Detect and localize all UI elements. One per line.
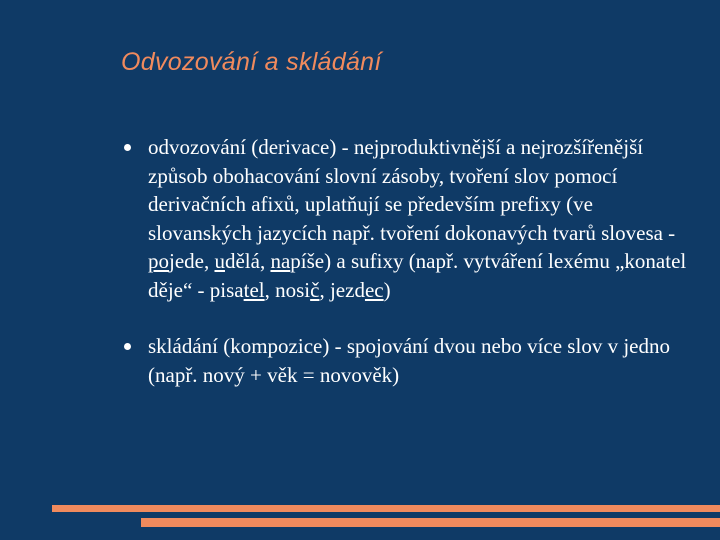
slide-title: Odvozování a skládání bbox=[121, 48, 382, 76]
bullet-list bbox=[124, 133, 699, 417]
bullet-text: ) bbox=[383, 277, 391, 302]
bullet-term: odvozování (derivace) bbox=[148, 135, 337, 159]
underlined-affix: po bbox=[148, 249, 169, 273]
bullet-text: - spojování dvou nebo více slov v jedno (např. nový + věk = novověk) bbox=[148, 334, 670, 387]
underlined-affix: ec bbox=[364, 277, 384, 302]
decorative-rule-thick bbox=[141, 518, 720, 527]
bullet-dot-icon bbox=[124, 343, 131, 350]
underlined-affix: tel bbox=[243, 277, 265, 302]
underlined-affix: na bbox=[270, 249, 291, 273]
bullet-item-kompozice bbox=[124, 332, 699, 389]
underlined-affix: č bbox=[310, 277, 320, 302]
bullet-dot-icon bbox=[124, 144, 131, 151]
bullet-text: jede, bbox=[169, 249, 215, 273]
bullet-term: skládání (kompozice) bbox=[148, 334, 330, 358]
bullet-item-derivace bbox=[124, 133, 699, 304]
underlined-affix: u bbox=[214, 249, 225, 273]
bullet-text: dělá, bbox=[224, 249, 271, 273]
bullet-text: píše) a sufixy (např. vytváření lexému „konatel děje“ - pisa bbox=[148, 249, 687, 302]
bullet-text: - nejproduktivnější a nejrozšířenější způsob obohacování slovní zásoby, tvoření slov pomocí derivačních afixů, uplatňují se především prefixy (ve slovanských jazycích např. tvoření dokonavých tvarů slovesa - bbox=[148, 135, 676, 245]
bullet-text: , nosi bbox=[264, 277, 311, 302]
bullet-text: , jezd bbox=[319, 277, 365, 302]
decorative-rule-thin bbox=[52, 505, 720, 512]
